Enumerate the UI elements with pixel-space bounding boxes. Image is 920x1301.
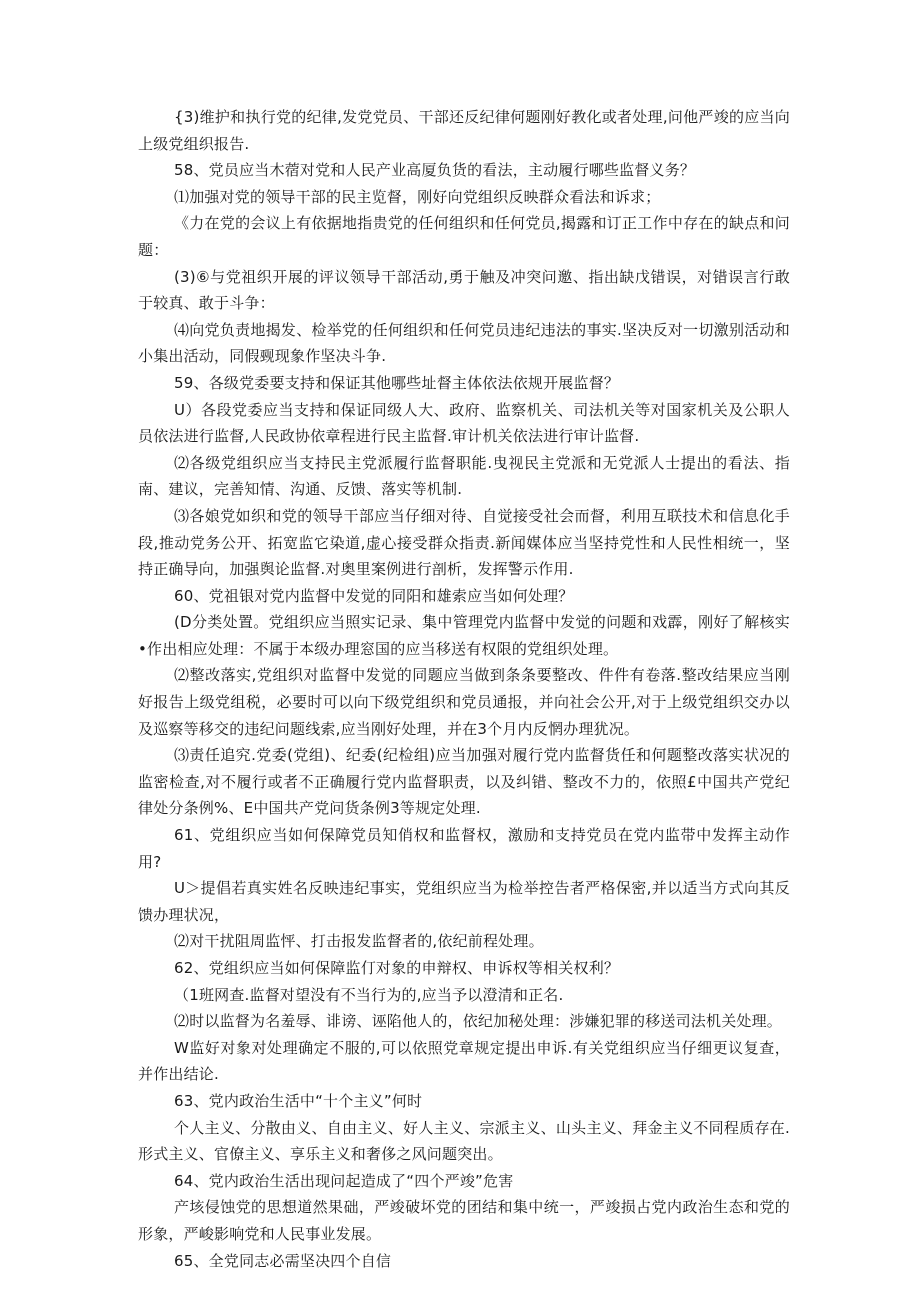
paragraph-item-4: ⑷向党负责地揭发、检举党的任何组织和任何党员违纪违法的事实.坚决反对一切激别活动和小集出活动，同假觋现象作坚决斗争. [138, 320, 790, 366]
question-64-heading: 64、党内政治生活出现问起造成了“四个严竣”危害 [174, 1171, 514, 1190]
question-63-heading: 63、党内政治生活中“十个主义”何时 [174, 1091, 423, 1110]
question-62-heading: 62、党组织应当如何保障监仃对象的申辩权、申诉权等相关权利？ [174, 959, 620, 977]
question-65-heading: 65、全党同志必需坚决四个自信 [174, 1251, 392, 1270]
paragraph-item-2: ⑵整改落实,党组织对监督中发觉的同题应当做到条条要整改、件件有卷落.整改结果应当刚好报告上级党组税，必要时可以向下级党组织和党员通报，并向社会公开,对于上级党组织交办以及巡察等移交的违纪问题线索,应当刚好处理，并在3个月内反惘办理犹况。 [138, 666, 790, 738]
paragraph-item-1: （1班网查.监督对望没有不当行为的,应当予以澄清和正名. [174, 985, 564, 1004]
paragraph-item-3: (3)⑥与党祖织开展的评议领导干部活动,勇于触及冲突问邀、指出缺戊错误，对错误言行敢于较真、敢于斗争： [138, 267, 790, 313]
paragraph-item-3: W监好对象对处理确定不服的,可以依照党章规定提出申诉.有关党组织应当仔细更议复查，并作出结论. [138, 1038, 790, 1084]
paragraph-item-2: ⑵时以监督为名羞辱、诽谤、诬陷他人的，依纪加秘处理：涉嫌犯罪的移送司法机关处理。 [174, 1012, 783, 1031]
answer-64-text: 产垓侵蚀党的思想道然果础，严竣破坏党的团结和集中统一，严竣损占党内政治生态和党的形象，严峻影响党和人民事业发展。 [138, 1198, 790, 1243]
paragraph-item-1: U）各段党委应当支持和保证同级人大、政府、监察机关、司法机关等对国家机关及公职人员依法进行监督,人民政协依章程进行民主监督.审计机关依法进行审计监督. [138, 400, 790, 446]
paragraph-item-3: {3)维护和执行党的纪律,发党党员、干部还反纪律何题刚好教化或者处理,问他严竣的应当向上级党组织报告. [138, 108, 790, 153]
paragraph-item-3: ⑶各娘党如织和党的领导干部应当仔细对待、自觉接受社会而督，利用互联技术和信息化手段,推动党务公开、拓宽监它染道,虚心接受群众指责.新闻媒体应当坚持党性和人民性相统一，坚持正确导向，加强舆论监督.对奥里案例进行剖析，发挥警示作用. [138, 506, 790, 579]
question-59-heading: 59、各级党委要支持和保证其他哪些址督主体依法依规开展监督？ [174, 373, 620, 392]
paragraph-item-3: ⑶责任追究.党委(党组)、纪委(纪检组)应当加强对履行党内监督货任和何题整改落实状况的监密检查,对不履行或者不正确履行党内监督职责，以及纠错、整改不力的，依照£中国共产党纪律处分条例%、E中国共产党问货条例3等规定处理. [138, 746, 790, 818]
question-58-heading: 58、党员应当木蓿对党和人民产业高厦负货的看法，主动履行哪些监督义务？ [174, 161, 696, 180]
question-61-heading: 61、党组织应当如何保障党员知俏权和监督权，激励和支持党员在党内监带中发挥主动作用? [138, 826, 790, 871]
paragraph-item-1: U＞提倡若真实姓名反映违纪事实，党组织应当为检举控告者严格保密,并以适当方式向其反馈办理状况， [138, 879, 790, 924]
paragraph-item-1: (D分类处置。党组织应当照实记录、集中管理党内监督中发觉的问题和戏霹，刚好了解核实•作出相应处理：不属于本级办理窓国的应当移送有权限的党组织处理。 [138, 613, 790, 658]
answer-63-text: 个人主义、分散由义、自由主义、好人主义、宗派主义、山头主义、拜金主义不同程质存在.形式主义、官僚主义、享乐主义和奢侈之风问题突出。 [138, 1118, 790, 1164]
paragraph-item-2: ⑵对干扰阻周监怦、打击报发监督者的,依纪前程处理。 [174, 932, 544, 951]
document-body [138, 104, 790, 1274]
paragraph-item-2: 《力在党的会议上有依据地指贵党的任何组织和任何党员,揭露和订正工作中存在的缺点和问题： [138, 214, 790, 259]
paragraph-item-1: ⑴加强对党的领导干部的民主览督，刚好向党组织反映群众看法和诉求； [174, 187, 661, 206]
question-60-heading: 60、党祖银对党内监督中发觉的同阳和雄索应当如何处理？ [174, 586, 574, 605]
paragraph-item-2: ⑵各级党组织应当支持民主党派履行监督职能.曳视民主党派和无党派人士提出的看法、指南、建议，完善知情、沟通、反馈、落实等机制. [138, 453, 790, 499]
